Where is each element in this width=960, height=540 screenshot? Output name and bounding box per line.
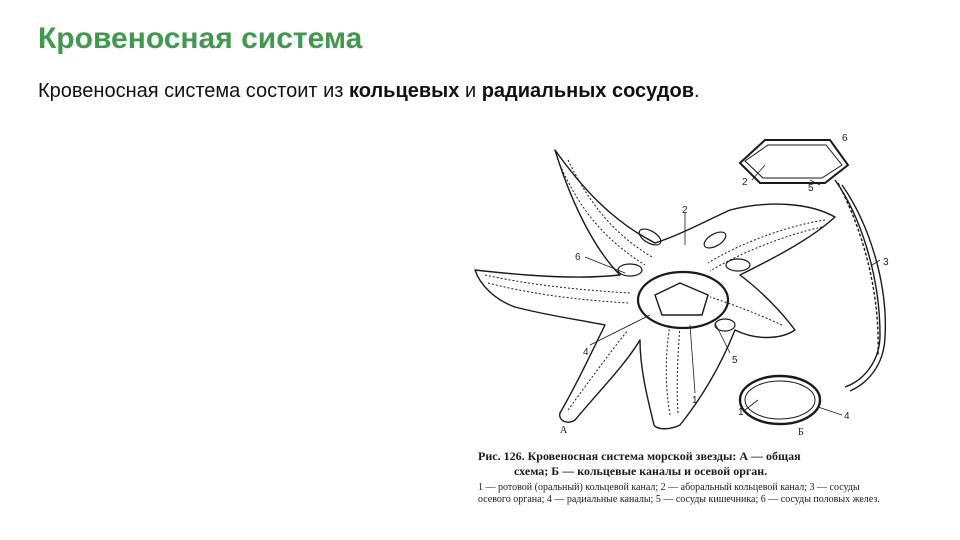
slide-body-text — [38, 80, 700, 103]
starfish-figure — [440, 125, 920, 525]
figure-caption — [478, 449, 888, 506]
caption-line-2: схема; Б — кольцевые каналы и осевой орган. — [514, 464, 768, 478]
label-b2: 2 — [742, 177, 748, 188]
central-ring — [638, 272, 728, 328]
caption-line-1: Рис. 126. Кровеносная система морской звезды: А — общая — [478, 449, 801, 463]
label-4: 4 — [583, 347, 589, 358]
label-b4: 4 — [844, 411, 850, 422]
label-6: 6 — [575, 252, 581, 263]
axial-organ — [835, 180, 885, 391]
label-leaders — [585, 165, 880, 415]
body-text-prefix: Кровеносная система состоит из — [38, 80, 349, 102]
body-text-suffix: . — [694, 80, 700, 102]
panel-a-label: А — [560, 425, 568, 436]
label-3: 3 — [883, 257, 889, 268]
label-2: 2 — [682, 205, 688, 216]
caption-legend: 1 — ротовой (оральный) кольцевой канал; 2 — аборальный кольцевой канал; 3 — сосуды осевого органа; 4 — радиальные каналы; 5 — сосуды кишечника; 6 — сосуды половых желез. — [478, 482, 880, 505]
aboral-ring — [740, 140, 848, 183]
label-b1: 1 — [738, 407, 744, 418]
panel-b-label: Б — [798, 427, 804, 438]
label-1: 1 — [692, 395, 698, 406]
body-text-mid: и — [459, 80, 482, 102]
label-b6: 6 — [842, 133, 848, 144]
body-text-ring: кольцевых — [349, 80, 460, 102]
starfish-body — [475, 150, 835, 429]
oral-ring — [740, 376, 820, 424]
starfish-diagram — [440, 125, 920, 445]
slide-title: Кровеносная система — [38, 22, 363, 55]
label-5: 5 — [732, 355, 738, 366]
label-b5: 5 — [808, 183, 814, 194]
body-text-radial: радиальных сосудов — [481, 80, 695, 102]
